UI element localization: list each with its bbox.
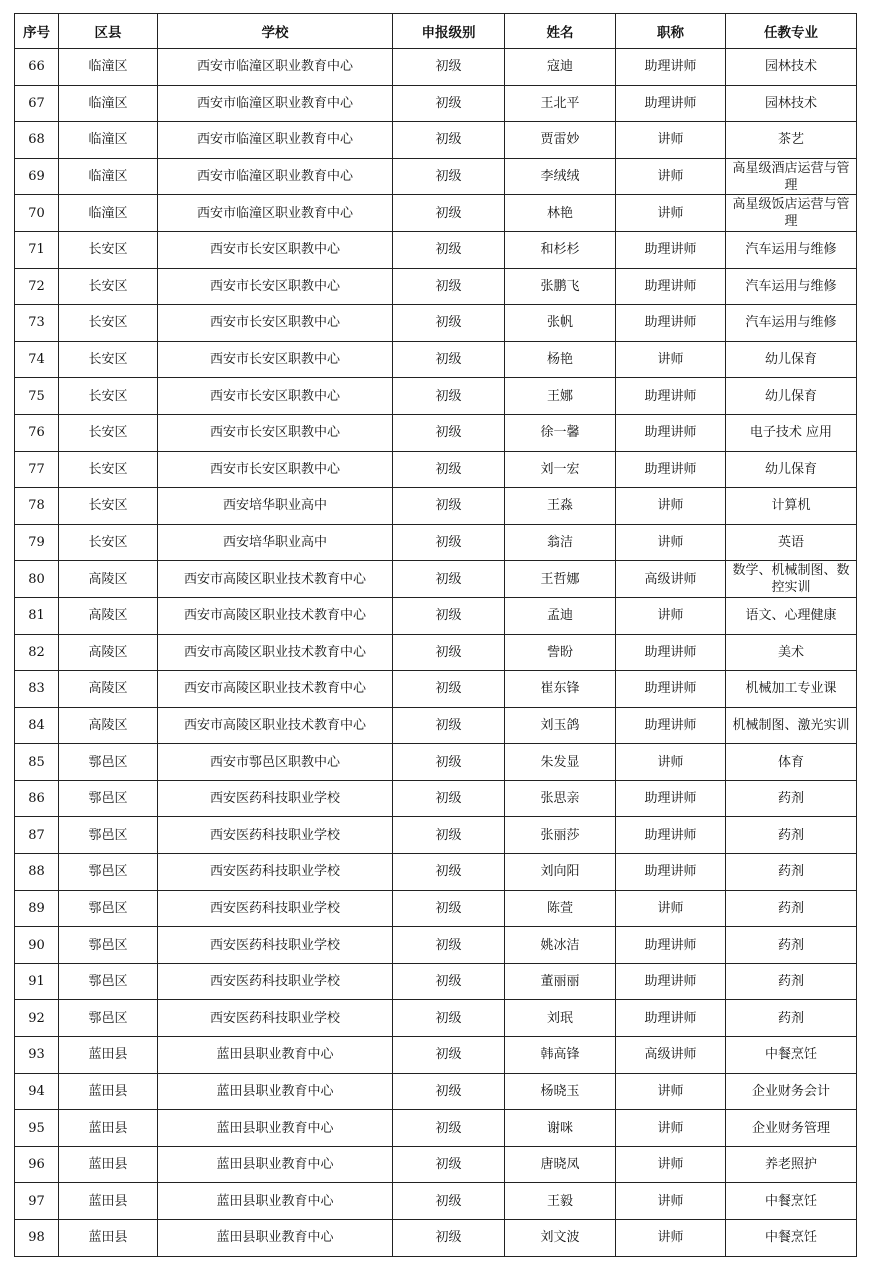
cell-district: 鄠邑区 <box>59 1000 158 1037</box>
cell-school: 西安市临潼区职业教育中心 <box>158 85 393 122</box>
cell-district: 蓝田县 <box>59 1110 158 1147</box>
cell-index: 93 <box>15 1037 59 1074</box>
cell-title: 讲师 <box>616 1220 726 1257</box>
cell-level: 初级 <box>393 305 505 342</box>
cell-subject: 企业财务会计 <box>726 1073 857 1110</box>
table-row <box>15 524 857 561</box>
cell-district: 长安区 <box>59 305 158 342</box>
cell-school: 西安市长安区职教中心 <box>158 268 393 305</box>
cell-district: 鄠邑区 <box>59 780 158 817</box>
cell-subject: 汽车运用与维修 <box>726 268 857 305</box>
cell-name: 刘玉鸽 <box>505 707 616 744</box>
header-level: 申报级别 <box>393 14 505 49</box>
cell-school: 西安市临潼区职业教育中心 <box>158 195 393 232</box>
cell-district: 长安区 <box>59 524 158 561</box>
table-row <box>15 963 857 1000</box>
cell-level: 初级 <box>393 1073 505 1110</box>
cell-index: 90 <box>15 927 59 964</box>
cell-index: 91 <box>15 963 59 1000</box>
cell-school: 西安医药科技职业学校 <box>158 963 393 1000</box>
cell-title: 讲师 <box>616 1073 726 1110</box>
header-index: 序号 <box>15 14 59 49</box>
cell-district: 高陵区 <box>59 671 158 708</box>
table-row <box>15 451 857 488</box>
cell-school: 西安医药科技职业学校 <box>158 1000 393 1037</box>
cell-subject: 幼儿保育 <box>726 341 857 378</box>
cell-title: 助理讲师 <box>616 780 726 817</box>
cell-school: 西安市临潼区职业教育中心 <box>158 158 393 195</box>
cell-name: 张丽莎 <box>505 817 616 854</box>
cell-title: 讲师 <box>616 341 726 378</box>
cell-title: 助理讲师 <box>616 707 726 744</box>
cell-school: 蓝田县职业教育中心 <box>158 1220 393 1257</box>
teacher-list-table <box>14 13 857 1257</box>
cell-district: 鄠邑区 <box>59 744 158 781</box>
cell-name: 孟迪 <box>505 597 616 634</box>
cell-index: 69 <box>15 158 59 195</box>
table-row <box>15 231 857 268</box>
cell-subject: 药剂 <box>726 963 857 1000</box>
cell-level: 初级 <box>393 524 505 561</box>
cell-subject: 中餐烹饪 <box>726 1037 857 1074</box>
cell-index: 80 <box>15 561 59 598</box>
cell-index: 82 <box>15 634 59 671</box>
cell-subject: 计算机 <box>726 488 857 525</box>
cell-school: 西安医药科技职业学校 <box>158 817 393 854</box>
cell-index: 67 <box>15 85 59 122</box>
cell-title: 高级讲师 <box>616 561 726 598</box>
cell-level: 初级 <box>393 597 505 634</box>
cell-name: 姚冰洁 <box>505 927 616 964</box>
cell-name: 和杉杉 <box>505 231 616 268</box>
cell-title: 高级讲师 <box>616 1037 726 1074</box>
cell-school: 蓝田县职业教育中心 <box>158 1146 393 1183</box>
cell-school: 西安市鄠邑区职教中心 <box>158 744 393 781</box>
cell-district: 长安区 <box>59 378 158 415</box>
cell-school: 西安市高陵区职业技术教育中心 <box>158 561 393 598</box>
table-row <box>15 305 857 342</box>
cell-index: 95 <box>15 1110 59 1147</box>
cell-title: 助理讲师 <box>616 305 726 342</box>
cell-subject: 幼儿保育 <box>726 451 857 488</box>
table-row <box>15 341 857 378</box>
cell-name: 谢咪 <box>505 1110 616 1147</box>
cell-title: 讲师 <box>616 195 726 232</box>
cell-title: 助理讲师 <box>616 817 726 854</box>
cell-school: 西安市高陵区职业技术教育中心 <box>158 707 393 744</box>
cell-title: 讲师 <box>616 597 726 634</box>
cell-subject: 药剂 <box>726 890 857 927</box>
cell-name: 王北平 <box>505 85 616 122</box>
cell-index: 66 <box>15 49 59 86</box>
cell-subject: 机械制图、激光实训 <box>726 707 857 744</box>
cell-district: 长安区 <box>59 268 158 305</box>
cell-district: 长安区 <box>59 451 158 488</box>
cell-district: 临潼区 <box>59 122 158 159</box>
cell-level: 初级 <box>393 561 505 598</box>
cell-index: 68 <box>15 122 59 159</box>
cell-title: 讲师 <box>616 1110 726 1147</box>
cell-name: 张鹏飞 <box>505 268 616 305</box>
cell-name: 贾雷妙 <box>505 122 616 159</box>
cell-subject: 机械加工专业课 <box>726 671 857 708</box>
cell-district: 鄠邑区 <box>59 854 158 891</box>
table-row <box>15 1000 857 1037</box>
table-row <box>15 597 857 634</box>
cell-school: 西安培华职业高中 <box>158 524 393 561</box>
table-row <box>15 671 857 708</box>
cell-subject: 数学、机械制图、数控实训 <box>726 561 857 598</box>
cell-level: 初级 <box>393 231 505 268</box>
cell-name: 徐一馨 <box>505 414 616 451</box>
cell-district: 蓝田县 <box>59 1183 158 1220</box>
cell-school: 蓝田县职业教育中心 <box>158 1183 393 1220</box>
cell-title: 讲师 <box>616 122 726 159</box>
cell-subject: 幼儿保育 <box>726 378 857 415</box>
cell-index: 88 <box>15 854 59 891</box>
table-row <box>15 707 857 744</box>
cell-school: 西安市临潼区职业教育中心 <box>158 49 393 86</box>
cell-school: 蓝田县职业教育中心 <box>158 1073 393 1110</box>
cell-subject: 美术 <box>726 634 857 671</box>
cell-title: 讲师 <box>616 890 726 927</box>
cell-name: 韩高锋 <box>505 1037 616 1074</box>
cell-school: 西安市长安区职教中心 <box>158 305 393 342</box>
cell-name: 翁洁 <box>505 524 616 561</box>
cell-index: 89 <box>15 890 59 927</box>
cell-index: 78 <box>15 488 59 525</box>
table-row <box>15 414 857 451</box>
cell-title: 助理讲师 <box>616 85 726 122</box>
cell-title: 讲师 <box>616 1146 726 1183</box>
cell-index: 73 <box>15 305 59 342</box>
cell-subject: 汽车运用与维修 <box>726 305 857 342</box>
cell-school: 西安市高陵区职业技术教育中心 <box>158 597 393 634</box>
cell-subject: 茶艺 <box>726 122 857 159</box>
cell-school: 蓝田县职业教育中心 <box>158 1037 393 1074</box>
table-row <box>15 854 857 891</box>
cell-level: 初级 <box>393 85 505 122</box>
cell-index: 70 <box>15 195 59 232</box>
cell-level: 初级 <box>393 817 505 854</box>
cell-name: 刘一宏 <box>505 451 616 488</box>
table-row <box>15 378 857 415</box>
table-row <box>15 158 857 195</box>
cell-district: 鄠邑区 <box>59 963 158 1000</box>
cell-index: 86 <box>15 780 59 817</box>
cell-name: 刘珉 <box>505 1000 616 1037</box>
cell-school: 西安培华职业高中 <box>158 488 393 525</box>
table-row <box>15 1110 857 1147</box>
cell-title: 助理讲师 <box>616 1000 726 1037</box>
table-row <box>15 780 857 817</box>
cell-district: 蓝田县 <box>59 1073 158 1110</box>
cell-index: 84 <box>15 707 59 744</box>
cell-index: 97 <box>15 1183 59 1220</box>
header-subject: 任教专业 <box>726 14 857 49</box>
cell-subject: 语文、心理健康 <box>726 597 857 634</box>
cell-district: 临潼区 <box>59 195 158 232</box>
cell-level: 初级 <box>393 1037 505 1074</box>
cell-index: 94 <box>15 1073 59 1110</box>
table-row <box>15 1183 857 1220</box>
cell-index: 76 <box>15 414 59 451</box>
cell-school: 西安市高陵区职业技术教育中心 <box>158 671 393 708</box>
table-row <box>15 1146 857 1183</box>
cell-school: 西安医药科技职业学校 <box>158 780 393 817</box>
header-name: 姓名 <box>505 14 616 49</box>
cell-subject: 园林技术 <box>726 49 857 86</box>
cell-subject: 药剂 <box>726 927 857 964</box>
cell-school: 蓝田县职业教育中心 <box>158 1110 393 1147</box>
table-row <box>15 488 857 525</box>
cell-title: 助理讲师 <box>616 378 726 415</box>
cell-district: 蓝田县 <box>59 1146 158 1183</box>
cell-level: 初级 <box>393 890 505 927</box>
cell-district: 鄠邑区 <box>59 817 158 854</box>
cell-school: 西安医药科技职业学校 <box>158 890 393 927</box>
cell-school: 西安市长安区职教中心 <box>158 341 393 378</box>
cell-level: 初级 <box>393 1146 505 1183</box>
cell-district: 高陵区 <box>59 634 158 671</box>
cell-index: 92 <box>15 1000 59 1037</box>
cell-title: 助理讲师 <box>616 854 726 891</box>
cell-name: 张帆 <box>505 305 616 342</box>
cell-name: 陈萱 <box>505 890 616 927</box>
table-row <box>15 268 857 305</box>
table-row <box>15 49 857 86</box>
cell-level: 初级 <box>393 1183 505 1220</box>
cell-subject: 电子技术 应用 <box>726 414 857 451</box>
cell-level: 初级 <box>393 451 505 488</box>
cell-level: 初级 <box>393 268 505 305</box>
cell-index: 71 <box>15 231 59 268</box>
cell-subject: 药剂 <box>726 854 857 891</box>
cell-school: 西安医药科技职业学校 <box>158 927 393 964</box>
cell-title: 助理讲师 <box>616 414 726 451</box>
cell-school: 西安市临潼区职业教育中心 <box>158 122 393 159</box>
table-row <box>15 634 857 671</box>
cell-school: 西安市长安区职教中心 <box>158 231 393 268</box>
cell-subject: 养老照护 <box>726 1146 857 1183</box>
cell-level: 初级 <box>393 1110 505 1147</box>
cell-district: 高陵区 <box>59 597 158 634</box>
cell-name: 杨晓玉 <box>505 1073 616 1110</box>
table-row <box>15 122 857 159</box>
cell-title: 助理讲师 <box>616 451 726 488</box>
cell-title: 助理讲师 <box>616 231 726 268</box>
cell-district: 临潼区 <box>59 49 158 86</box>
cell-index: 75 <box>15 378 59 415</box>
cell-index: 87 <box>15 817 59 854</box>
cell-district: 蓝田县 <box>59 1037 158 1074</box>
cell-title: 助理讲师 <box>616 927 726 964</box>
table-body <box>15 49 857 1257</box>
cell-level: 初级 <box>393 378 505 415</box>
cell-district: 蓝田县 <box>59 1220 158 1257</box>
cell-subject: 药剂 <box>726 780 857 817</box>
cell-level: 初级 <box>393 158 505 195</box>
cell-name: 王娜 <box>505 378 616 415</box>
cell-name: 张思亲 <box>505 780 616 817</box>
cell-level: 初级 <box>393 488 505 525</box>
cell-district: 高陵区 <box>59 707 158 744</box>
cell-school: 西安市高陵区职业技术教育中心 <box>158 634 393 671</box>
cell-level: 初级 <box>393 963 505 1000</box>
cell-name: 刘向阳 <box>505 854 616 891</box>
cell-name: 董丽丽 <box>505 963 616 1000</box>
cell-district: 鄠邑区 <box>59 890 158 927</box>
header-school: 学校 <box>158 14 393 49</box>
cell-title: 讲师 <box>616 524 726 561</box>
cell-school: 西安市长安区职教中心 <box>158 414 393 451</box>
table-row <box>15 927 857 964</box>
cell-level: 初级 <box>393 854 505 891</box>
cell-name: 訾盼 <box>505 634 616 671</box>
cell-level: 初级 <box>393 414 505 451</box>
cell-title: 讲师 <box>616 744 726 781</box>
cell-level: 初级 <box>393 634 505 671</box>
cell-index: 85 <box>15 744 59 781</box>
table-row <box>15 890 857 927</box>
header-row <box>15 14 857 49</box>
table-row <box>15 1073 857 1110</box>
table-row <box>15 1220 857 1257</box>
cell-district: 高陵区 <box>59 561 158 598</box>
table-row <box>15 1037 857 1074</box>
cell-name: 唐晓凤 <box>505 1146 616 1183</box>
cell-subject: 中餐烹饪 <box>726 1220 857 1257</box>
cell-subject: 体育 <box>726 744 857 781</box>
cell-district: 临潼区 <box>59 85 158 122</box>
cell-title: 助理讲师 <box>616 268 726 305</box>
cell-title: 助理讲师 <box>616 634 726 671</box>
cell-level: 初级 <box>393 744 505 781</box>
cell-name: 王哲娜 <box>505 561 616 598</box>
cell-subject: 高星级饭店运营与管理 <box>726 195 857 232</box>
cell-level: 初级 <box>393 1220 505 1257</box>
table-row <box>15 561 857 598</box>
cell-name: 杨艳 <box>505 341 616 378</box>
cell-name: 王淼 <box>505 488 616 525</box>
cell-index: 81 <box>15 597 59 634</box>
cell-level: 初级 <box>393 707 505 744</box>
cell-title: 讲师 <box>616 1183 726 1220</box>
cell-index: 96 <box>15 1146 59 1183</box>
cell-district: 长安区 <box>59 414 158 451</box>
cell-name: 寇迪 <box>505 49 616 86</box>
table-row <box>15 817 857 854</box>
cell-subject: 药剂 <box>726 1000 857 1037</box>
cell-title: 讲师 <box>616 488 726 525</box>
cell-level: 初级 <box>393 1000 505 1037</box>
table-row <box>15 195 857 232</box>
cell-level: 初级 <box>393 195 505 232</box>
table-row <box>15 744 857 781</box>
cell-name: 王毅 <box>505 1183 616 1220</box>
cell-district: 长安区 <box>59 231 158 268</box>
cell-level: 初级 <box>393 49 505 86</box>
table-header <box>15 14 857 49</box>
cell-district: 临潼区 <box>59 158 158 195</box>
header-title: 职称 <box>616 14 726 49</box>
header-district: 区县 <box>59 14 158 49</box>
cell-district: 长安区 <box>59 341 158 378</box>
cell-subject: 汽车运用与维修 <box>726 231 857 268</box>
cell-district: 鄠邑区 <box>59 927 158 964</box>
cell-school: 西安医药科技职业学校 <box>158 854 393 891</box>
cell-school: 西安市长安区职教中心 <box>158 451 393 488</box>
cell-level: 初级 <box>393 671 505 708</box>
cell-title: 助理讲师 <box>616 49 726 86</box>
cell-level: 初级 <box>393 780 505 817</box>
cell-title: 助理讲师 <box>616 963 726 1000</box>
cell-subject: 英语 <box>726 524 857 561</box>
cell-level: 初级 <box>393 341 505 378</box>
cell-subject: 中餐烹饪 <box>726 1183 857 1220</box>
cell-name: 朱发显 <box>505 744 616 781</box>
cell-subject: 企业财务管理 <box>726 1110 857 1147</box>
cell-index: 79 <box>15 524 59 561</box>
cell-name: 李绒绒 <box>505 158 616 195</box>
cell-subject: 园林技术 <box>726 85 857 122</box>
cell-name: 林艳 <box>505 195 616 232</box>
table-row <box>15 85 857 122</box>
cell-school: 西安市长安区职教中心 <box>158 378 393 415</box>
cell-name: 刘文波 <box>505 1220 616 1257</box>
cell-level: 初级 <box>393 927 505 964</box>
cell-index: 74 <box>15 341 59 378</box>
cell-index: 98 <box>15 1220 59 1257</box>
cell-index: 77 <box>15 451 59 488</box>
cell-index: 72 <box>15 268 59 305</box>
cell-subject: 药剂 <box>726 817 857 854</box>
cell-level: 初级 <box>393 122 505 159</box>
cell-title: 助理讲师 <box>616 671 726 708</box>
cell-subject: 高星级酒店运营与管理 <box>726 158 857 195</box>
cell-title: 讲师 <box>616 158 726 195</box>
cell-district: 长安区 <box>59 488 158 525</box>
cell-index: 83 <box>15 671 59 708</box>
cell-name: 崔东锋 <box>505 671 616 708</box>
